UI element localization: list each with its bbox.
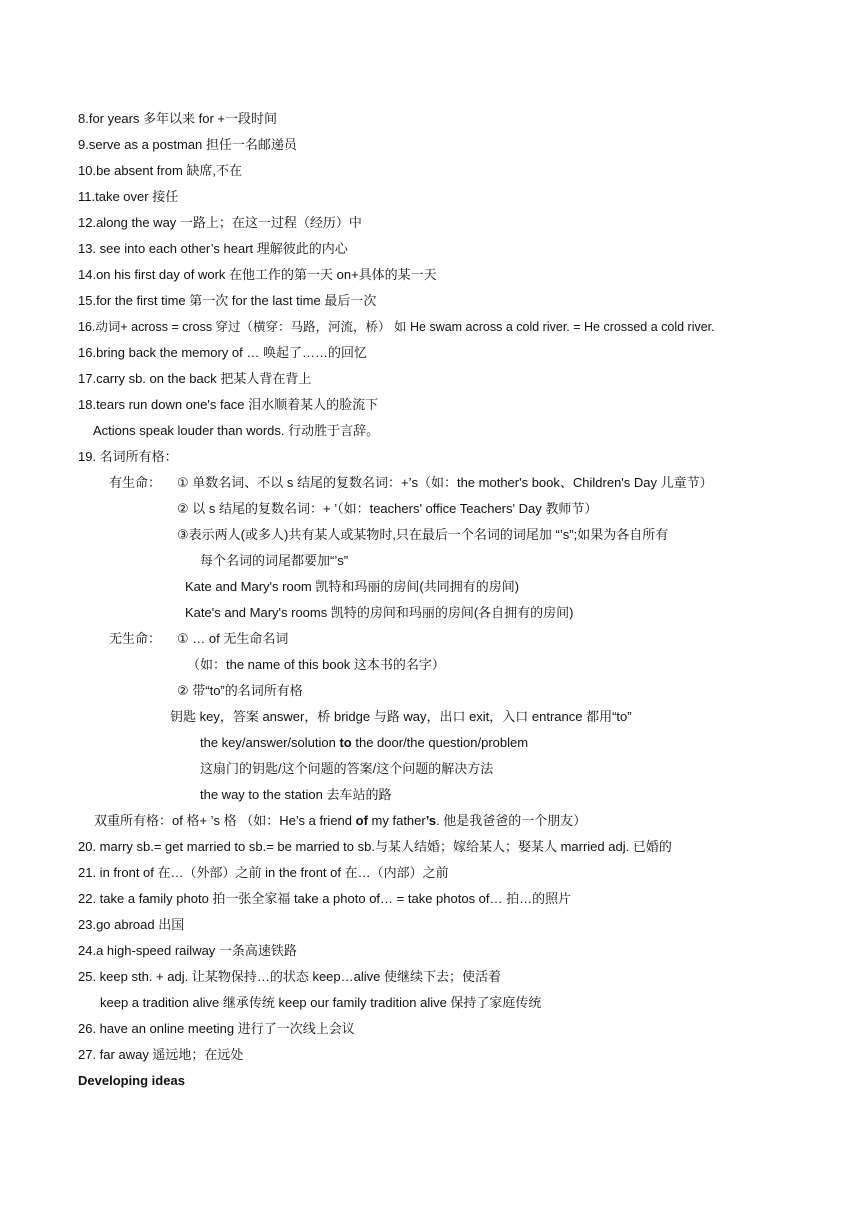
inanimate-rule-2: ② 带“to”的名词所有格 [177, 683, 303, 698]
animate-example-1: Kate and Mary's room 凯特和玛丽的房间(共同拥有的房间) [185, 579, 520, 594]
phrase-line-14: 14.on his first day of work 在他工作的第一天 on+具体的某一天 [78, 267, 437, 282]
to-possessive-example-2: the way to the station 去车站的路 [200, 787, 392, 802]
double-possessive-mid: my father [367, 813, 426, 828]
phrase-line-21: 21. in front of 在…（外部）之前 in the front of 在…（内部）之前 [78, 865, 449, 880]
phrase-line-19: 19. 名词所有格： [78, 449, 178, 464]
to-possessive-note: 钥匙 key，答案 answer，桥 bridge 与路 way，出口 exit，入口 entrance 都用“to” [170, 709, 632, 724]
phrase-line-23: 23.go abroad 出国 [78, 917, 185, 932]
phrase-line-11: 11.take over 接任 [78, 189, 179, 204]
phrase-line-12: 12.along the way 一路上；在这一过程（经历）中 [78, 215, 362, 230]
emphasis-of: of [355, 813, 368, 828]
proverb-line: Actions speak louder than words. 行动胜于言辞。 [93, 423, 380, 438]
animate-rule-1: ① 单数名词、不以 s 结尾的复数名词：+’s（如：the mother's book、Children's Day 儿童节） [177, 475, 713, 490]
inanimate-label: 无生命： [109, 631, 162, 646]
example-text-end: the door/the question/problem [351, 735, 529, 750]
to-possessive-example [200, 734, 528, 752]
inanimate-rule-1: ① … of 无生命名词 [177, 631, 289, 646]
double-possessive-line [94, 812, 586, 830]
animate-rule-2: ② 以 s 结尾的复数名词：+ ’（如：teachers' office Teachers' Day 教师节） [177, 501, 598, 516]
phrase-line-16a: 16.动词+ across = cross 穿过（横穿：马路，河流，桥） 如 He swam across a cold river. = He crossed a cold river. [78, 320, 715, 334]
double-possessive-text: 双重所有格：of 格+ ’s 格 （如：He’s a friend [94, 813, 356, 828]
emphasis-to: to [339, 735, 352, 750]
emphasis-s: ’s [425, 813, 437, 828]
phrase-line-24: 24.a high-speed railway 一条高速铁路 [78, 943, 297, 958]
animate-label: 有生命： [109, 475, 162, 490]
to-possessive-translation: 这扇门的钥匙/这个问题的答案/这个问题的解决方法 [200, 761, 494, 776]
phrase-line-26: 26. have an online meeting 进行了一次线上会议 [78, 1021, 355, 1036]
phrase-line-20: 20. marry sb.= get married to sb.= be married to sb.与某人结婚；嫁给某人；娶某人 married adj. 已婚的 [78, 839, 672, 854]
phrase-line-17: 17.carry sb. on the back 把某人背在背上 [78, 371, 312, 386]
phrase-line-18: 18.tears run down one's face 泪水顺着某人的脸流下 [78, 397, 379, 412]
phrase-line-16b: 16.bring back the memory of … 唤起了……的回忆 [78, 345, 367, 360]
phrase-line-9: 9.serve as a postman 担任一名邮递员 [78, 137, 297, 152]
example-text: the key/answer/solution [200, 735, 340, 750]
animate-example-2: Kate's and Mary's rooms 凯特的房间和玛丽的房间(各自拥有的房间) [185, 605, 574, 620]
inanimate-example-1: （如：the name of this book 这本书的名字） [187, 657, 445, 672]
phrase-line-15: 15.for the first time 第一次 for the last time 最后一次 [78, 293, 377, 308]
phrase-line-25b: keep a tradition alive 继承传统 keep our family tradition alive 保持了家庭传统 [100, 995, 542, 1010]
phrase-line-8: 8.for years 多年以来 for +一段时间 [78, 111, 278, 126]
phrase-line-27: 27. far away 遥远地；在远处 [78, 1047, 244, 1062]
section-heading: Developing ideas [78, 1073, 185, 1088]
phrase-line-13: 13. see into each other’s heart 理解彼此的内心 [78, 241, 348, 256]
double-possessive-end: . 他是我爸爸的一个朋友） [436, 813, 587, 828]
animate-rule-3: ③表示两人(或多人)共有某人或某物时,只在最后一个名词的词尾加 “’s”;如果为各自所有 [177, 527, 669, 542]
phrase-line-25: 25. keep sth. + adj. 让某物保持…的状态 keep…alive 使继续下去；使活着 [78, 969, 501, 984]
phrase-line-22: 22. take a family photo 拍一张全家福 take a photo of… = take photos of… 拍…的照片 [78, 891, 572, 906]
phrase-line-10: 10.be absent from 缺席,不在 [78, 163, 243, 178]
animate-rule-3-cont: 每个名词的词尾都要加“’s” [200, 553, 349, 568]
